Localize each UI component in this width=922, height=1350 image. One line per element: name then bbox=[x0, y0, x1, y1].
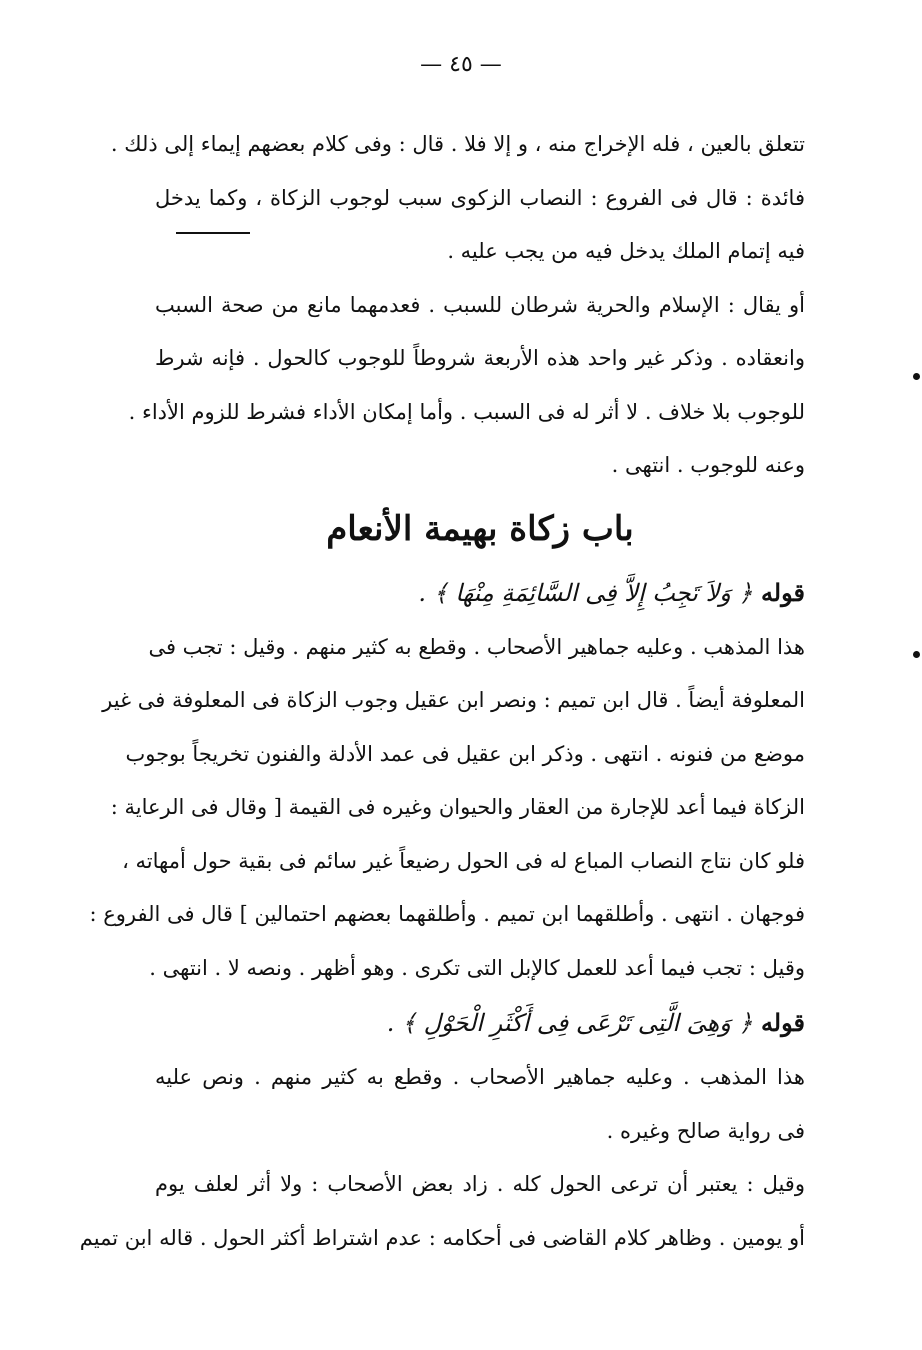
text-line: وانعقاده . وذكر غير واحد هذه الأربعة شروطاً للوجوب كالحول . فإنه شرط bbox=[155, 346, 805, 370]
text-line: فلو كان نتاج النصاب المباع له فى الحول رضيعاً غير سائم فى بقية حول أمهاته ، bbox=[122, 848, 805, 873]
body-text bbox=[79, 118, 805, 1265]
text-line: فائدة : قال فى الفروع : النصاب الزكوى سبب لوجوب الزكاة ، وكما يدخل bbox=[155, 185, 805, 210]
text-line: للوجوب بلا خلاف . لا أثر له فى السبب . وأما إمكان الأداء فشرط للزوم الأداء . bbox=[128, 399, 805, 424]
chapter-heading: باب زكاة بهيمة الأنعام bbox=[326, 508, 634, 549]
text-line: وعنه للوجوب . انتهى . bbox=[611, 453, 805, 477]
text-line: وقيل : يعتبر أن ترعى الحول كله . زاد بعض الأصحاب : ولا أثر لعلف يوم bbox=[155, 1172, 805, 1196]
quote-line bbox=[155, 565, 805, 621]
quote-text: ﴿ وَلاَ تَجِبُ إِلاَّ فِى السَّائِمَةِ مِنْهَا ﴾ . bbox=[418, 578, 753, 607]
quote-text: ﴿ وَهِىَ الَّتِى تَرْعَى فِى أَكْثَرِ الْحَوْلِ ﴾ . bbox=[386, 1009, 753, 1037]
text-line: فيه إتمام الملك يدخل فيه من يجب عليه . bbox=[447, 239, 805, 263]
text-line: وقيل : تجب فيما أعد للعمل كالإبل التى تكرى . وهو أظهر . ونصه لا . انتهى . bbox=[149, 955, 805, 980]
page-number: — ٤٥ — bbox=[420, 52, 502, 77]
quote-line bbox=[155, 995, 805, 1051]
text-line: المعلوفة أيضاً . قال ابن تميم : ونصر ابن عقيل وجوب الزكاة فى المعلوفة فى غير bbox=[102, 688, 805, 712]
text-line: فوجهان . انتهى . وأطلقهما ابن تميم . وأطلقهما بعضهم احتمالين ] قال فى الفروع : bbox=[89, 902, 805, 926]
margin-dot bbox=[913, 651, 920, 658]
text-line: موضع من فنونه . انتهى . وذكر ابن عقيل فى عمد الأدلة والفنون تخريجاً بوجوب bbox=[125, 741, 805, 766]
text-line: فى رواية صالح وغيره . bbox=[606, 1118, 805, 1143]
text-line: تتعلق بالعين ، فله الإخراج منه ، و إلا فلا . قال : وفى كلام بعضهم إيماء إلى ذلك . bbox=[110, 132, 805, 156]
quote-prefix: قوله bbox=[760, 577, 805, 607]
margin-dot bbox=[913, 373, 920, 380]
text-line: هذا المذهب . وعليه جماهير الأصحاب . وقطع به كثير منهم . ونص عليه bbox=[155, 1065, 805, 1089]
text-line: أو يقال : الإسلام والحرية شرطان للسبب . فعدمهما مانع من صحة السبب bbox=[155, 292, 805, 317]
text-line: هذا المذهب . وعليه جماهير الأصحاب . وقطع به كثير منهم . وقيل : تجب فى bbox=[148, 634, 805, 659]
quote-prefix: قوله bbox=[760, 1008, 805, 1037]
text-line: الزكاة فيما أعد للإجارة من العقار والحيوان وغيره فى القيمة [ وقال فى الرعاية : bbox=[110, 795, 805, 819]
text-line: أو يومين . وظاهر كلام القاضى فى أحكامه : عدم اشتراط أكثر الحول . قاله ابن تميم bbox=[79, 1225, 805, 1250]
